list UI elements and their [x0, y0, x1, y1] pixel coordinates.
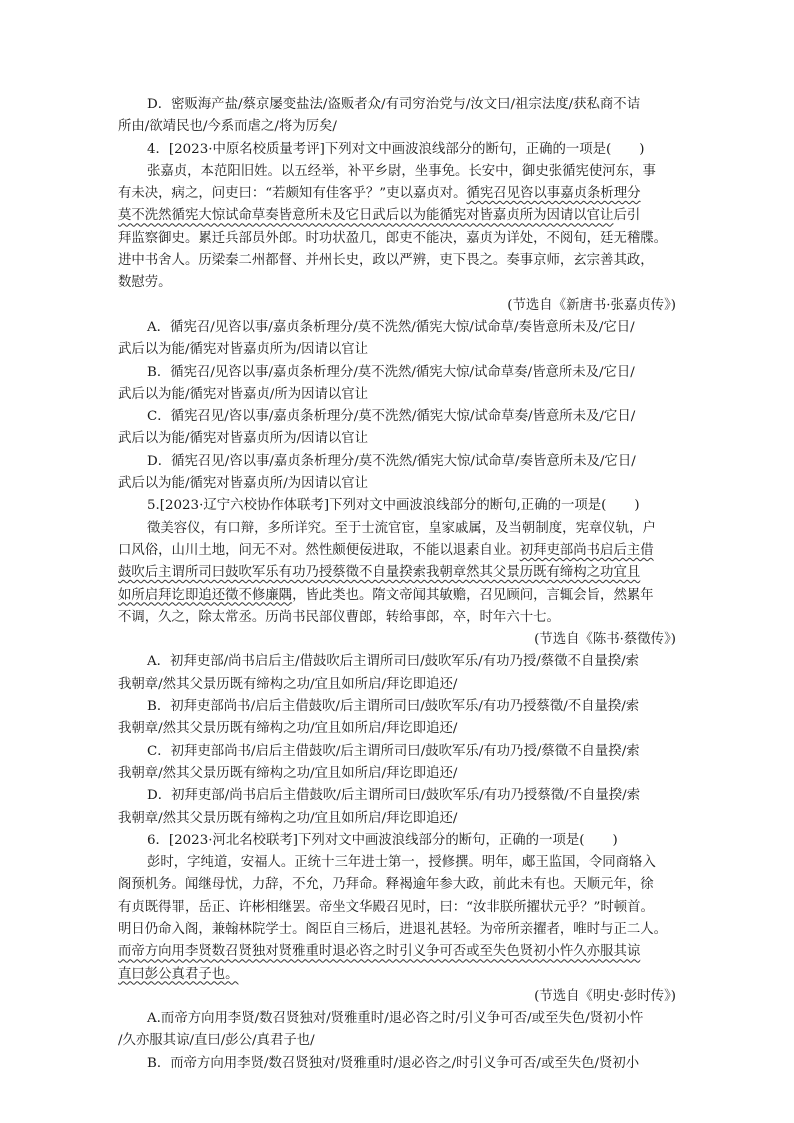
q4-option-b-cont: 武后以为能/循宪对皆嘉贞/所为因请以官让	[118, 386, 369, 402]
q6-passage-line: 阁预机务。闻继母忧，力辞，不允，乃拜命。释褐逾年参大政，前此未有也。天顺元年，徐	[118, 877, 654, 893]
q5-passage-line	[118, 562, 678, 584]
q6-passage-line: 明日仍命入阁，兼翰林院学士。阁臣自三杨后，进退礼甚轻。为帝所亲擢者，唯时与正二人。	[118, 921, 668, 937]
q6-passage-line: 彭时，字纯道，安福人。正统十三年进士第一，授修撰。明年，郕王监国，令同商辂入	[147, 855, 656, 871]
q5-option-a: A．初拜吏部/尚书启后主/借鼓吹后主谓所司曰/鼓吹军乐/有功乃授/蔡徵不自量揆/索	[147, 654, 640, 670]
q4-passage-line: 拜监察御史。累迁兵部员外郎。时功状盈几，郎吏不能决，嘉贞为详处，不阅旬，廷无稽牒。	[118, 230, 668, 246]
q4-option-c: C．循宪召见/咨以事/嘉贞条析理分/莫不洗然/循宪大惊/试命草奏/皆意所未及/它日/	[147, 409, 636, 425]
q6-option-b: B．而帝方向用李贤/数召贤独对/贤雅重时/退必咨之/时引义争可否/或至失色/贤初小	[147, 1055, 640, 1071]
q6-stem: 6．[2023·河北名校联考]下列对文中画波浪线部分的断句，正确的一项是( )	[147, 832, 618, 848]
q6-passage-line: 有贞既得罪，岳正、许彬相继罢。帝坐文华殿召见时，曰：“汝非朕所擢状元乎？”时顿首。	[118, 899, 654, 915]
q6-wavy-underline: 直曰彭公真君子也。	[118, 966, 239, 982]
q4-source: (节选自《新唐书·张嘉贞传》)	[507, 297, 676, 313]
q4-passage-line: 进中书舍人。历梁秦二州都督、并州长史，政以严辨，吏下畏之。奏事京师，玄宗善其政，	[118, 253, 654, 269]
q5-source: (节选自《陈书·蔡徵传》)	[534, 632, 676, 648]
q4-option-a-cont: 武后以为能/循宪对皆嘉贞所为/因请以官让	[118, 342, 369, 358]
q4-option-c-cont: 武后以为能/循宪对皆嘉贞所为/因请以官让	[118, 431, 369, 447]
q5-option-c-cont: 我朝章/然其父景历既有缔构之功/宜且如所启/拜讫即追还/	[118, 765, 458, 781]
q5-option-a-cont: 我朝章/然其父景历既有缔构之功/宜且如所启/拜讫即追还/	[118, 676, 458, 692]
q4-passage-line: 数慰劳。	[118, 275, 172, 291]
q3-option-d-line2: 所由/欲靖民也/今系而虐之/将为厉矣/	[118, 119, 337, 135]
q4-option-d: D．循宪召见/咨以事/嘉贞条析理分/莫不洗然/循宪大惊/试命草/奏皆意所未及/它日/	[147, 453, 636, 469]
q4-wavy-underline: 莫不洗然循宪大惊试命草奏皆意所未及它日武后以为能循宪对皆嘉贞所为因请以官让	[118, 208, 614, 224]
q4-option-a: A．循宪召/见咨以事/嘉贞条析理分/莫不洗然/循宪大惊/试命草/奏皆意所未及/它日/	[147, 319, 635, 335]
q6-option-a-cont: /久亦服其谅/直曰/彭公/真君子也/	[118, 1033, 315, 1049]
q6-wavy-underline: 而帝方向用李贤数召贤独对贤雅重时退必咨之时引义争可否或至失色贤初小忤久亦服其谅	[118, 944, 641, 960]
q6-passage-line	[118, 964, 678, 986]
q4-stem: 4．[2023·中原名校质量考评]下列对文中画波浪线部分的断句，正确的一项是( )	[147, 141, 645, 157]
q4-passage-line: 张嘉贞，本范阳旧姓。以五经举，补平乡尉，坐事免。长安中，御史张循宪使河东，事	[147, 163, 656, 179]
q5-option-d: D．初拜吏部/尚书启后主借鼓吹/后主谓所司曰/鼓吹军乐/有功乃授蔡徵/不自量揆/索	[147, 788, 641, 804]
q5-passage-line: 徵美容仪，有口辩，多所详究。至于士流官宦，皇家戚属，及当朝制度，宪章仪轨，户	[147, 520, 656, 536]
q5-passage-line: 不调，久之，除太常丞。历尚书民部仪曹郎，转给事郎，卒，时年六十七。	[118, 609, 560, 625]
q6-source: (节选自《明史·彭时传》)	[534, 988, 676, 1004]
q3-option-d-line1: D．密贩海产盐/蔡京屡变盐法/盗贩者众/有司穷治党与/汝文曰/祖宗法度/获私商不诘	[147, 97, 641, 112]
q5-wavy-underline: 初拜吏部尚书启后主借	[519, 542, 654, 558]
q4-wavy-underline: 循宪召见咨以事嘉贞条析理分	[466, 186, 641, 202]
q5-wavy-underline: 如所启拜讫即追还徵不修廉隅	[118, 587, 293, 603]
q4-passage-line: 莫不洗然循宪大惊试命草奏皆意所未及它日武后以为能循宪对皆嘉贞所为因请以官让后引	[118, 208, 641, 224]
q6-option-a: A.而帝方向用李贤/数召贤独对/贤雅重时/退必咨之时/引义争可否/或至失色/贤初小忤	[147, 1011, 644, 1027]
q5-passage-line: 如所启拜讫即追还徵不修廉隅，皆此类也。隋文帝闻其敏赡，召见顾问，言辄会旨，然累年	[118, 587, 654, 603]
q4-option-d-cont: 武后以为能/循宪对皆嘉贞所/为因请以官让	[118, 476, 369, 492]
q5-option-b-cont: 我朝章/然其父景历既有缔构之功/宜且如所启/拜讫即追还/	[118, 721, 458, 737]
q4-passage-line: 有未决，病之，问吏曰：“若颇知有佳客乎？”吏以嘉贞对。循宪召见咨以事嘉贞条析理分	[118, 186, 641, 202]
q6-passage-line	[118, 941, 678, 963]
document-page	[118, 94, 678, 1075]
q5-option-b: B．初拜吏部尚书/启后主借鼓吹/后主谓所司曰/鼓吹军乐/有功乃授蔡徵/不自量揆/索	[147, 699, 640, 715]
q5-wavy-underline: 鼓吹后主谓所司曰鼓吹军乐有功乃授蔡徵不自量揆索我朝章然其父景历既有缔构之功宜且	[118, 565, 641, 581]
q5-passage-line: 口风俗，山川土地，问无不对。然性颇便佞进取，不能以退素自业。初拜吏部尚书启后主借	[118, 542, 654, 558]
q5-option-c: C．初拜吏部尚书/启后主借鼓吹/后主谓所司曰/鼓吹军乐/有功乃授/蔡徵不自量揆/索	[147, 743, 640, 759]
q5-option-d-cont: 我朝章/然其父景历既有缔构之功/宜且如所启/拜讫即追还/	[118, 810, 458, 826]
q4-option-b: B．循宪召/见咨以事/嘉贞条析理分/莫不洗然/循宪大惊/试命草奏/皆意所未及/它日/	[147, 364, 635, 380]
q5-stem: 5.[2023·辽宁六校协作体联考]下列对文中画波浪线部分的断句,正确的一项是( )	[147, 498, 640, 514]
